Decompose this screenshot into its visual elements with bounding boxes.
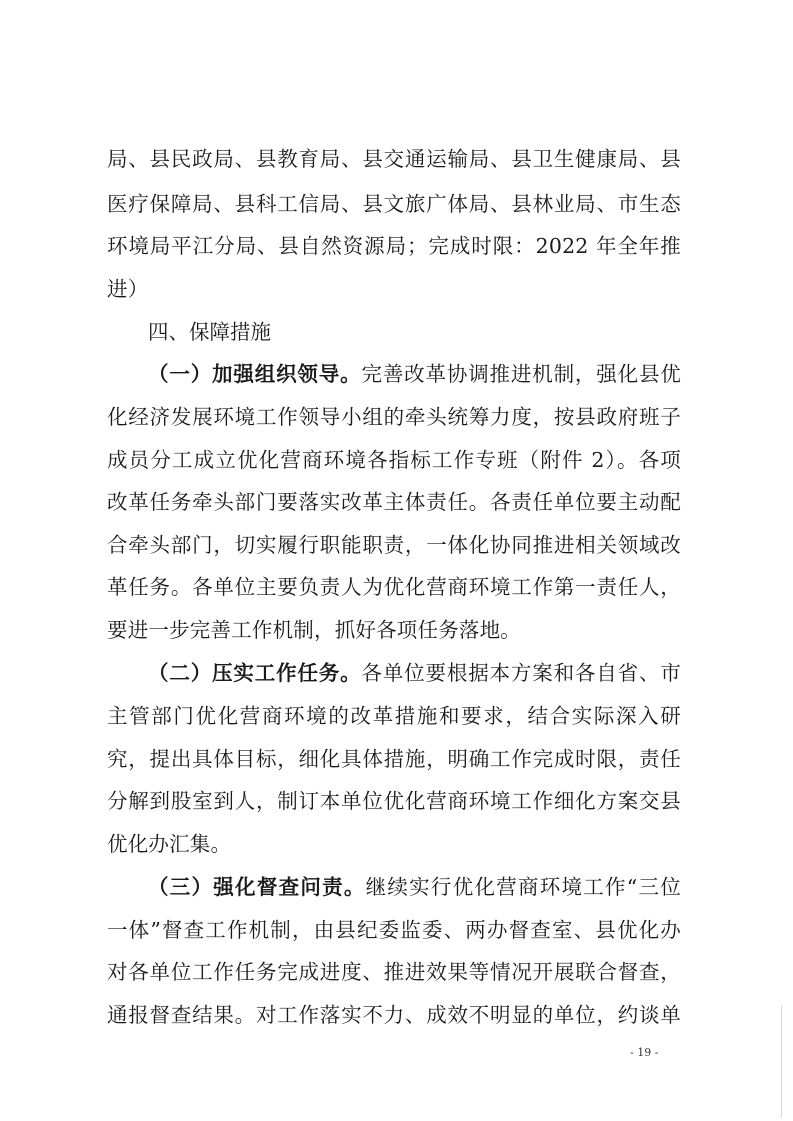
paragraph-2-line-2: 主管部门优化营商环境的改革措施和要求，结合实际深入研: [107, 704, 681, 728]
paragraph-3-line-2: 一体”督查工作机制，由县纪委监委、两办督查室、县优化办: [107, 918, 681, 942]
paragraph-1-first-line-text: 完善改革协调推进机制，强化县优: [361, 362, 682, 386]
paragraph-2-first-line-text: 各单位要根据本方案和各自省、市: [361, 661, 682, 685]
paragraph-1-first-line: [148, 360, 681, 388]
intro-line-4: 进）: [107, 277, 149, 301]
paragraph-2-first-line: [148, 659, 681, 687]
paragraph-1-line-5: 合牵头部门，切实履行职能职责，一体化协同推进相关领域改: [107, 533, 681, 557]
paragraph-3-line-3: 对各单位工作任务完成进度、推进效果等情况开展联合督查，: [107, 960, 681, 984]
paragraph-3-line-4: 通报督查结果。对工作落实不力、成效不明显的单位，约谈单: [107, 1003, 681, 1027]
paragraph-3-first-line: [148, 873, 681, 901]
section-heading: 四、保障措施: [148, 320, 271, 344]
scan-edge-divider: [781, 1006, 782, 1118]
paragraph-1-title: （一）加强组织领导。: [148, 362, 362, 386]
paragraph-1-line-7: 要进一步完善工作机制，抓好各项任务落地。: [107, 618, 521, 642]
paragraph-2-title: （二）压实工作任务。: [148, 661, 362, 685]
paragraph-1-line-4: 改革任务牵头部门要落实改革主体责任。各责任单位要主动配: [107, 490, 681, 514]
intro-line-2: 医疗保障局、县科工信局、县文旅广体局、县林业局、市生态: [107, 192, 681, 216]
paragraph-3-title: （三）强化督查问责。: [148, 875, 366, 899]
paragraph-2-line-4: 分解到股室到人，制订本单位优化营商环境工作细化方案交县: [107, 789, 681, 813]
paragraph-2-line-3: 究，提出具体目标，细化具体措施，明确工作完成时限，责任: [107, 747, 681, 771]
paragraph-1-line-6: 革任务。各单位主要负责人为优化营商环境工作第一责任人，: [107, 575, 681, 599]
paragraph-1-line-2: 化经济发展环境工作领导小组的牵头统筹力度，按县政府班子: [107, 405, 681, 429]
intro-line-1: 局、县民政局、县教育局、县交通运输局、县卫生健康局、县: [107, 147, 681, 171]
page-number: - 19 -: [630, 1046, 659, 1059]
paragraph-2-line-5: 优化办汇集。: [107, 832, 232, 856]
paragraph-3-first-line-text: 继续实行优化营商环境工作“三位: [365, 875, 682, 899]
intro-line-3: 环境局平江分局、县自然资源局；完成时限：2022 年全年推: [107, 234, 681, 258]
paragraph-1-line-3: 成员分工成立优化营商环境各指标工作专班（附件 2）。各项: [107, 448, 681, 472]
